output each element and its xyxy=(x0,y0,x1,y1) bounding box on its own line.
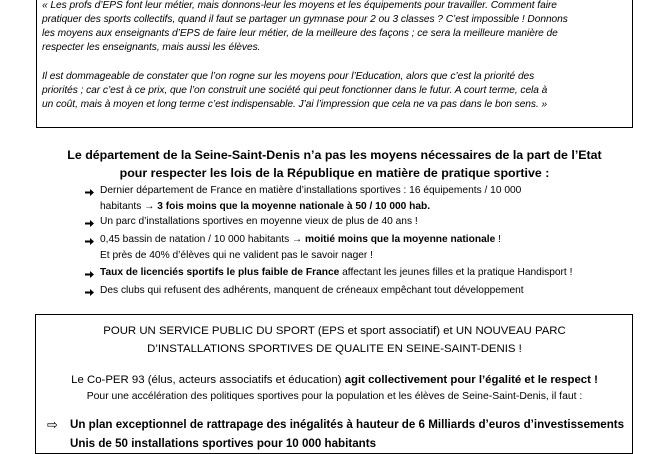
coper-bold: agit collectivement pour l’égalité et le respect ! xyxy=(344,374,598,386)
bullet-5: Des clubs qui refusent des adhérents, manquent de créneaux empêchant tout développement xyxy=(100,285,524,296)
bullet-1-line-2 xyxy=(100,201,430,212)
bottom-title-1: POUR UN SERVICE PUBLIC DU SPORT (EPS et sport associatif) et UN NOUVEAU PARC xyxy=(103,325,566,337)
bullet-2: Un parc d’installations sportives en moyenne vieux de plus de 40 ans ! xyxy=(100,216,418,227)
bullet-3-bold: moitié moins que la moyenne nationale xyxy=(302,234,496,245)
quote-line: priorités ; car c’est à ce prix, que l’on construit une société qui peut fonctionner dans le futur. A court terme, cela à xyxy=(42,85,548,96)
arrow-icon: → xyxy=(144,201,155,212)
bullet-4-bold: Taux de licenciés sportifs le plus faible de France xyxy=(100,267,340,278)
quote-box xyxy=(36,0,633,128)
quote-line: un coût, mais à moyen et long terme c’est indispensable. J’ai l’impression que cela ne va pas dans le bon sens. » xyxy=(42,99,548,110)
coper-line xyxy=(0,374,669,386)
plan-arrow-icon: ⇨ xyxy=(47,417,58,432)
arrow-bullet-icon xyxy=(85,289,94,296)
arrow-bullet-icon xyxy=(85,238,94,245)
coper-plain: Le Co-PER 93 (élus, acteurs associatifs et éducation) xyxy=(71,374,345,386)
acceleration-line: Pour une accélération des politiques sportives pour la population et les élèves de Seine-Saint-Denis, il faut : xyxy=(86,391,583,402)
bullet-3-plain: 0,45 bassin de natation / 10 000 habitants xyxy=(100,234,293,245)
quote-line: les moyens aux enseignants d’EPS de faire leur métier, de la meilleure des façons ; ce sera la meilleure manière de xyxy=(42,28,558,39)
quote-line: « Les profs d’EPS font leur métier, mais donnons-leur les moyens et les équipements pour travailler. Comment faire xyxy=(42,0,557,11)
arrow-bullet-icon xyxy=(85,271,94,278)
bullet-3 xyxy=(100,234,501,245)
quote-line: respecter les enseignants, mais aussi les élèves. xyxy=(42,42,261,53)
bullet-4 xyxy=(100,267,572,278)
bullet-3-end: ! xyxy=(495,234,501,245)
bottom-title-2: D’INSTALLATIONS SPORTIVES DE QUALITE EN SEINE-SAINT-DENIS ! xyxy=(147,343,522,355)
bullet-1-line-1: Dernier département de France en matière d’installations sportives : 16 équipements / 10 000 xyxy=(100,185,522,196)
headline-line-1: Le département de la Seine-Saint-Denis n’a pas les moyens nécessaires de la part de l’Etat xyxy=(67,148,602,162)
quote-line: pratiquer des sports collectifs, quand il faut se partager un gymnase pour 2 ou 3 classes ? C’est impossible ! Donnons xyxy=(42,14,568,25)
arrow-bullet-icon xyxy=(85,189,94,196)
arrow-icon: → xyxy=(292,234,303,245)
bullet-3-sub: Et près de 40% d’élèves qui ne valident pas le savoir nager ! xyxy=(100,250,373,261)
plan-line: Un plan exceptionnel de rattrapage des inégalités à hauteur de 6 Milliards d’euros d’investissements xyxy=(70,418,625,431)
headline-line-2: pour respecter les lois de la République en matière de pratique sportive : xyxy=(119,166,550,180)
arrow-bullet-icon xyxy=(85,220,94,227)
bullet-4-plain: affectant les jeunes filles et la pratique Handisport ! xyxy=(339,267,573,278)
bullet-1-bold: 3 fois moins que la moyenne nationale à 50 / 10 000 hab. xyxy=(154,201,431,212)
bullet-1-plain: habitants xyxy=(100,201,145,212)
plan-line-cut: Unis de 50 installations sportives pour 10 000 habitants xyxy=(70,437,377,450)
quote-line: Il est dommageable de constater que l’on rogne sur les moyens pour l’Education, alors que c’est la priorité des xyxy=(42,71,535,82)
